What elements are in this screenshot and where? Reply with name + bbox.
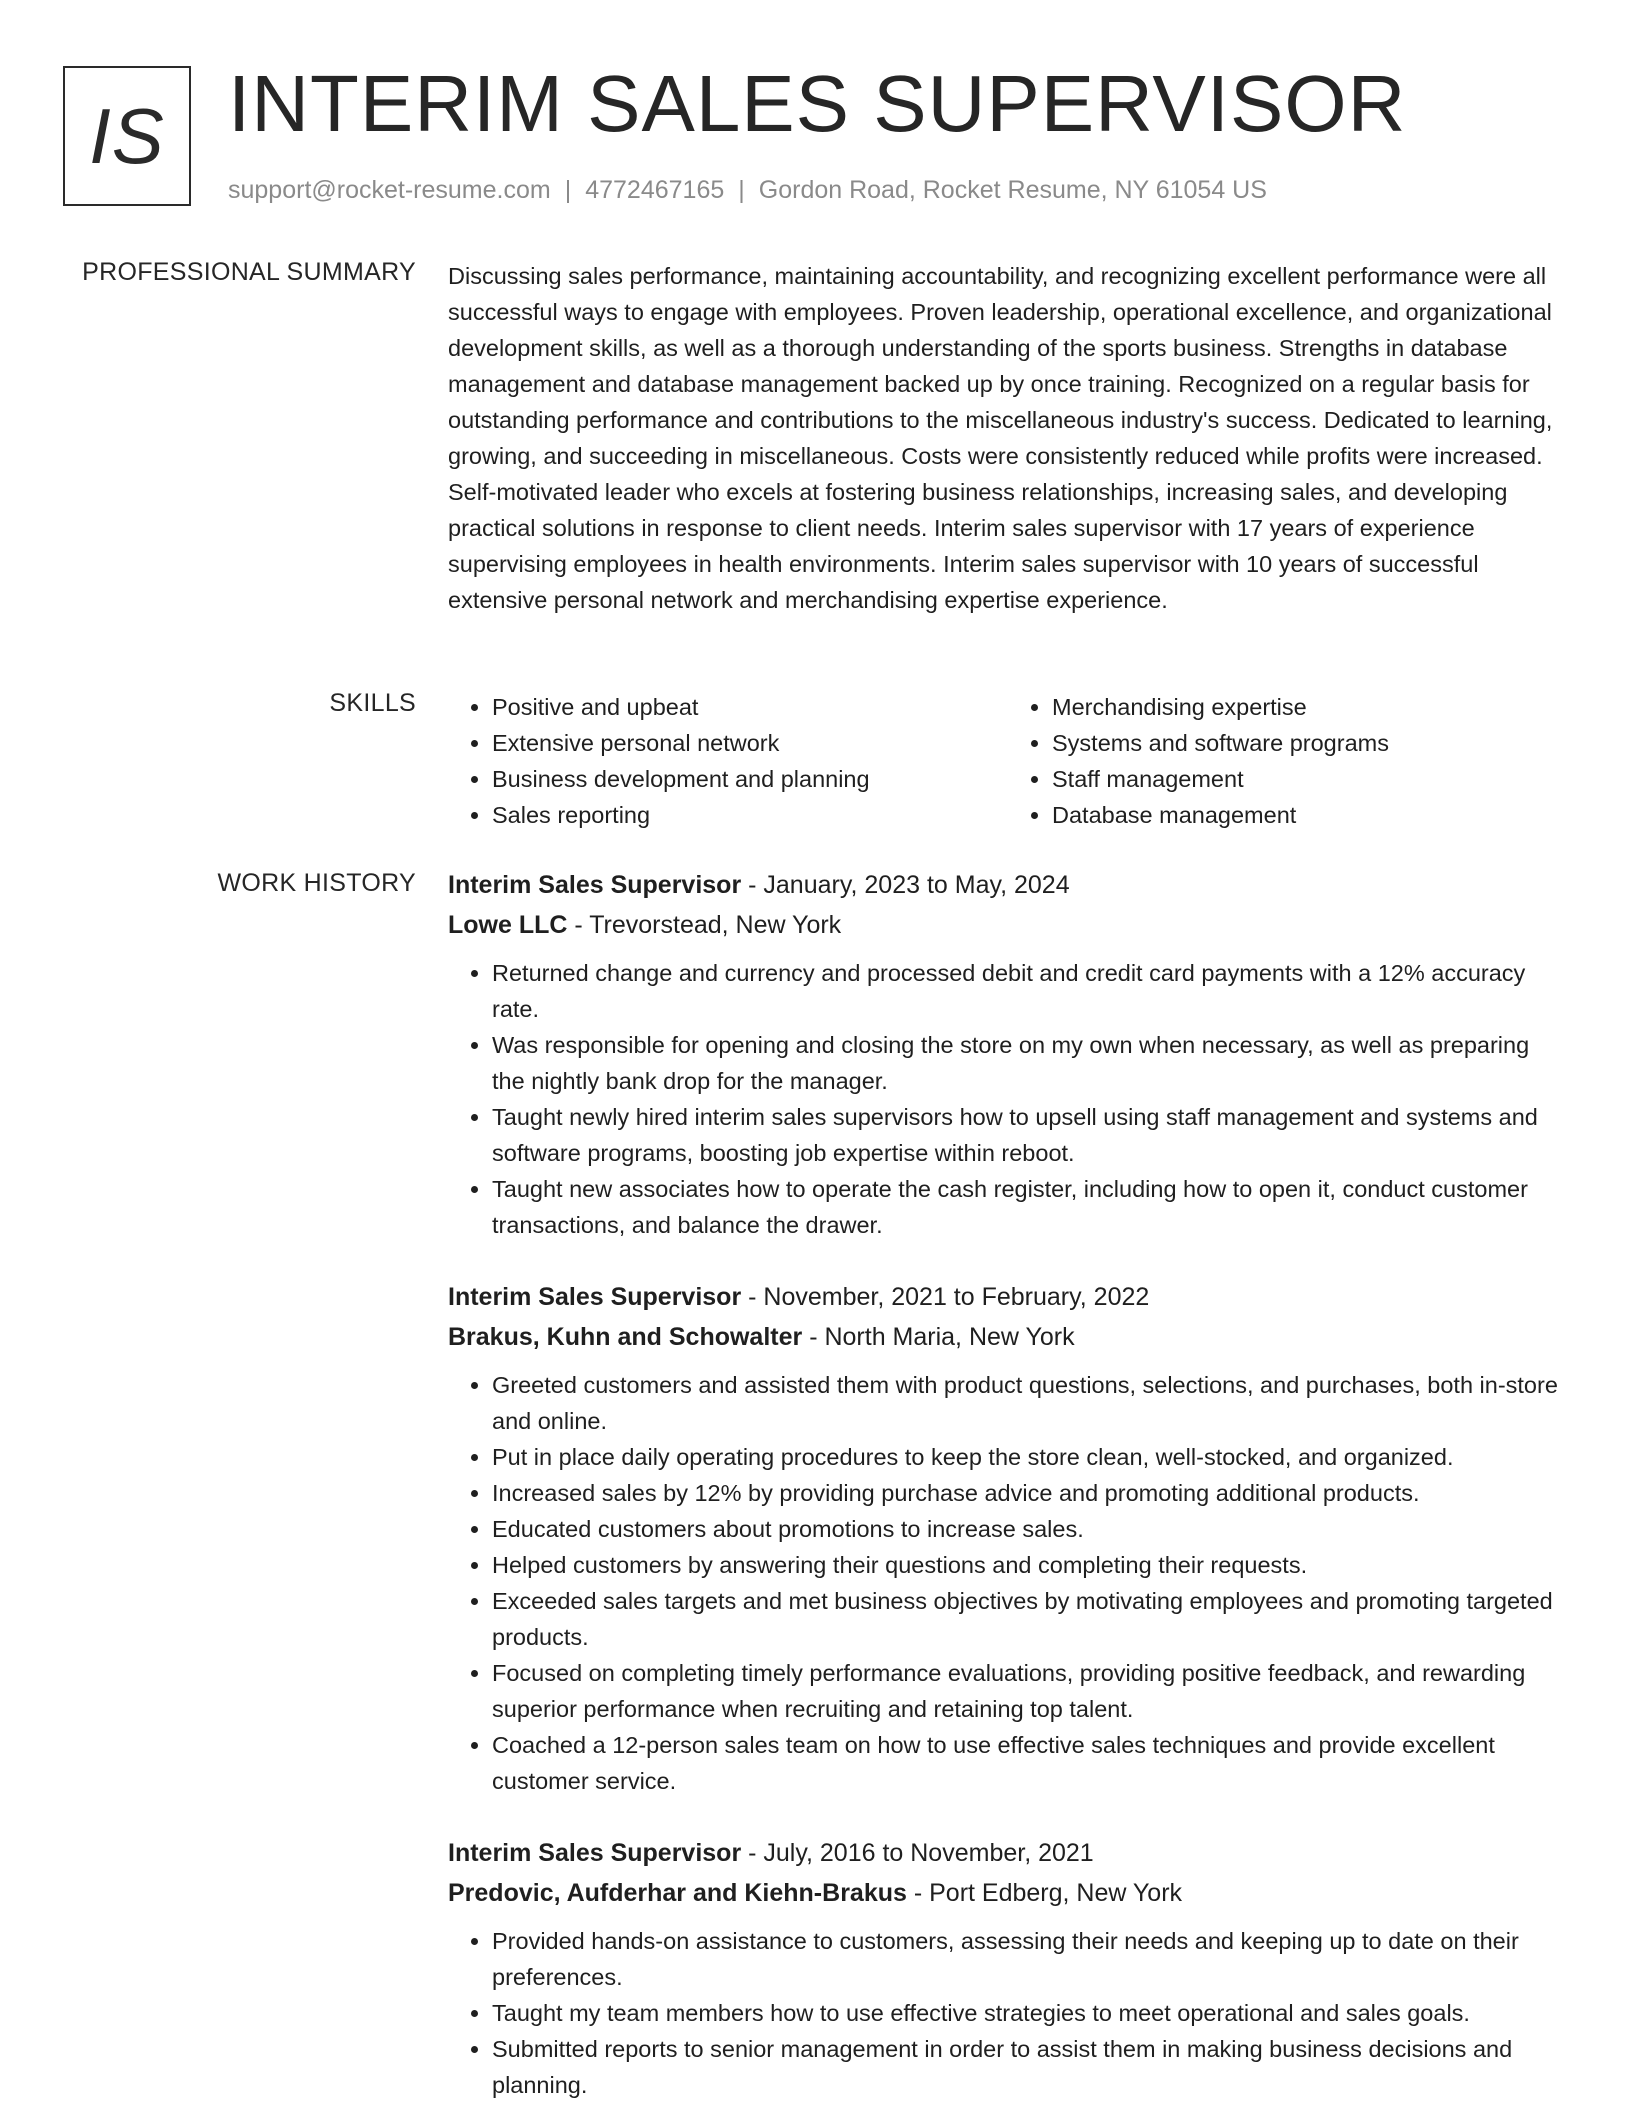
job-dates: - January, 2023 to May, 2024: [741, 871, 1070, 899]
job-bullet: • Greeted customers and assisted them with product questions, selections, and purchases, both in-store and online.: [492, 1367, 1568, 1439]
skill-item: • Sales reporting: [492, 797, 1008, 833]
job-entry: [448, 1833, 1568, 2103]
skill-item: • Database management: [1052, 797, 1568, 833]
job-title: Interim Sales Supervisor: [448, 871, 742, 899]
job-bullet: • Helped customers by answering their questions and completing their requests.: [492, 1547, 1568, 1583]
job-bullet: • Submitted reports to senior management in order to assist them in making business decisions and planning.: [492, 2031, 1568, 2103]
resume-title: INTERIM SALES SUPERVISOR: [228, 59, 1407, 148]
job-company-line: [448, 1873, 1568, 1913]
skill-item: • Staff management: [1052, 761, 1568, 797]
job-dates: - July, 2016 to November, 2021: [741, 1839, 1094, 1867]
job-bullet-list: [448, 1923, 1568, 2103]
job-title-line: [448, 865, 1568, 905]
job-bullet: • Returned change and currency and processed debit and credit card payments with a 12% accuracy rate.: [492, 955, 1568, 1027]
job-bullet: • Increased sales by 12% by providing purchase advice and promoting additional products.: [492, 1475, 1568, 1511]
monogram-badge: IS: [63, 66, 191, 206]
job-location: - North Maria, New York: [802, 1323, 1075, 1351]
job-entry: [448, 865, 1568, 1243]
job-bullet: • Educated customers about promotions to increase sales.: [492, 1511, 1568, 1547]
job-bullet: • Exceeded sales targets and met business objectives by motivating employees and promoting targeted products.: [492, 1583, 1568, 1655]
skill-item: • Systems and software programs: [1052, 725, 1568, 761]
job-bullet: • Coached a 12-person sales team on how to use effective sales techniques and provide excellent customer service.: [492, 1727, 1568, 1799]
job-company-line: [448, 1317, 1568, 1357]
skill-item: • Extensive personal network: [492, 725, 1008, 761]
skills-column-right: [1008, 689, 1568, 833]
contact-separator: |: [564, 176, 572, 204]
job-bullet: • Taught my team members how to use effective strategies to meet operational and sales goals.: [492, 1995, 1568, 2031]
job-bullet: • Put in place daily operating procedures to keep the store clean, well-stocked, and organized.: [492, 1439, 1568, 1475]
job-bullet: • Was responsible for opening and closing the store on my own when necessary, as well as preparing the nightly bank drop for the manager.: [492, 1027, 1568, 1099]
contact-line: [228, 176, 1267, 205]
job-title-line: [448, 1277, 1568, 1317]
job-entry: [448, 1277, 1568, 1799]
job-title-line: [448, 1833, 1568, 1873]
skill-item: • Business development and planning: [492, 761, 1008, 797]
section-label-summary: PROFESSIONAL SUMMARY: [82, 258, 416, 286]
skills-body: [448, 689, 1568, 833]
job-dates: - November, 2021 to February, 2022: [741, 1283, 1150, 1311]
job-company: Brakus, Kuhn and Schowalter: [448, 1323, 803, 1351]
job-bullet-list: [448, 1367, 1568, 1799]
section-label-skills: SKILLS: [329, 689, 416, 717]
job-title: Interim Sales Supervisor: [448, 1283, 742, 1311]
skill-item: • Merchandising expertise: [1052, 689, 1568, 725]
contact-address: Gordon Road, Rocket Resume, NY 61054 US: [758, 176, 1267, 204]
work-history-body: [448, 865, 1568, 2112]
contact-phone: 4772467165: [585, 176, 725, 204]
job-company: Lowe LLC: [448, 911, 568, 939]
summary-text: Discussing sales performance, maintaining accountability, and recognizing excellent performance were all successful ways to engage with employees. Proven leadership, operational excellence, and organizational development skills, as well as a thorough understanding of the sports business. Strengths in database management and database management backed up by once training. Recognized on a regular basis for outstanding performance and contributions to the miscellaneous industry's success. Dedicated to learning, growing, and succeeding in miscellaneous. Costs were consistently reduced while profits were increased. Self-motivated leader who excels at fostering business relationships, increasing sales, and developing practical solutions in response to client needs. Interim sales supervisor with 17 years of experience supervising employees in health environments. Interim sales supervisor with 10 years of successful extensive personal network and merchandising expertise experience.: [448, 263, 1553, 613]
skill-item: • Positive and upbeat: [492, 689, 1008, 725]
section-label-work-history: WORK HISTORY: [217, 869, 416, 897]
job-bullet: • Taught new associates how to operate the cash register, including how to open it, conduct customer transactions, and balance the drawer.: [492, 1171, 1568, 1243]
job-bullet-list: [448, 955, 1568, 1243]
job-company-line: [448, 905, 1568, 945]
contact-separator: |: [738, 176, 745, 204]
job-bullet: • Focused on completing timely performance evaluations, providing positive feedback, and rewarding superior performance when recruiting and retaining top talent.: [492, 1655, 1568, 1727]
job-location: - Trevorstead, New York: [567, 911, 842, 939]
job-company: Predovic, Aufderhar and Kiehn-Brakus: [448, 1879, 907, 1907]
contact-email: support@rocket-resume.com: [228, 176, 551, 204]
job-title: Interim Sales Supervisor: [448, 1839, 742, 1867]
job-bullet: • Taught newly hired interim sales supervisors how to upsell using staff management and systems and software programs, boosting job expertise within reboot.: [492, 1099, 1568, 1171]
summary-body: [448, 258, 1568, 618]
job-location: - Port Edberg, New York: [906, 1879, 1183, 1907]
skills-column-left: [448, 689, 1008, 833]
skills-grid: [448, 689, 1568, 833]
job-bullet: • Provided hands-on assistance to customers, assessing their needs and keeping up to date on their preferences.: [492, 1923, 1568, 1995]
